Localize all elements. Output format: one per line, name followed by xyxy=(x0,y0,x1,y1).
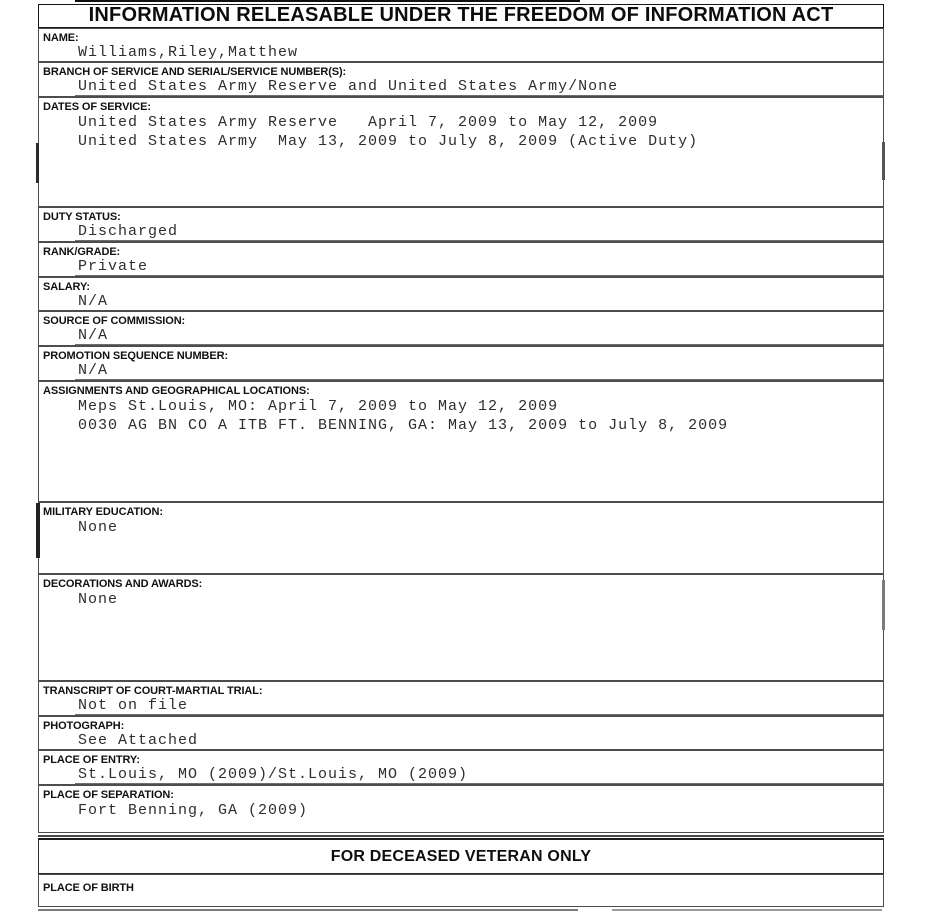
foia-release-form xyxy=(38,4,884,907)
field-value: Private xyxy=(75,258,883,276)
deceased-veteran-section-header: FOR DECEASED VETERAN ONLY xyxy=(38,838,884,874)
section-place-of-birth xyxy=(38,874,884,907)
section-assignments-locations xyxy=(38,381,884,502)
field-value: N/A xyxy=(75,293,883,311)
field-value: Not on file xyxy=(75,697,883,715)
scan-artifact-bottom-line xyxy=(612,909,882,911)
section-place-of-entry xyxy=(38,750,884,785)
field-value-line: United States Army May 13, 2009 to July 8, 2009 (Active Duty) xyxy=(78,133,699,150)
scan-artifact-bottom-line xyxy=(38,909,578,911)
section-rank-grade xyxy=(38,242,884,277)
field-label: SALARY: xyxy=(43,281,90,293)
field-label: DUTY STATUS: xyxy=(43,211,121,223)
section-photograph xyxy=(38,716,884,750)
field-value: None xyxy=(78,591,119,608)
field-label: PLACE OF BIRTH xyxy=(43,882,134,894)
field-label: PROMOTION SEQUENCE NUMBER: xyxy=(43,350,229,362)
section-promotion-sequence-number xyxy=(38,346,884,381)
field-label: ASSIGNMENTS AND GEOGRAPHICAL LOCATIONS: xyxy=(43,385,310,397)
field-label: DECORATIONS AND AWARDS: xyxy=(43,578,203,590)
field-label: MILITARY EDUCATION: xyxy=(43,506,163,518)
field-value: N/A xyxy=(75,327,883,345)
section-military-education xyxy=(38,502,884,574)
field-label: PHOTOGRAPH: xyxy=(43,720,125,732)
section-dates-of-service xyxy=(38,97,884,207)
scan-artifact-top-line xyxy=(75,0,580,2)
field-label: SOURCE OF COMMISSION: xyxy=(43,315,186,327)
field-label: PLACE OF SEPARATION: xyxy=(43,789,174,801)
field-value-line: United States Army Reserve April 7, 2009 to May 12, 2009 xyxy=(78,114,659,131)
field-label: TRANSCRIPT OF COURT-MARTIAL TRIAL: xyxy=(43,685,263,697)
field-value: Discharged xyxy=(75,223,883,241)
section-name xyxy=(38,28,884,62)
field-value: St.Louis, MO (2009)/St.Louis, MO (2009) xyxy=(75,766,883,784)
field-label: RANK/GRADE: xyxy=(43,246,121,258)
field-value: United States Army Reserve and United States Army/None xyxy=(75,78,883,96)
section-court-martial-transcript xyxy=(38,681,884,716)
field-label: PLACE OF ENTRY: xyxy=(43,754,140,766)
section-duty-status xyxy=(38,207,884,242)
field-value-line: 0030 AG BN CO A ITB FT. BENNING, GA: May 13, 2009 to July 8, 2009 xyxy=(78,417,729,434)
field-label: BRANCH OF SERVICE AND SERIAL/SERVICE NUMBER(S): xyxy=(43,66,347,78)
section-source-of-commission xyxy=(38,311,884,346)
field-value: See Attached xyxy=(75,732,883,750)
field-value: N/A xyxy=(75,362,883,380)
field-label: NAME: xyxy=(43,32,79,44)
section-decorations-and-awards xyxy=(38,574,884,681)
form-title: INFORMATION RELEASABLE UNDER THE FREEDOM OF INFORMATION ACT xyxy=(38,4,884,28)
field-label: DATES OF SERVICE: xyxy=(43,101,151,113)
section-salary xyxy=(38,277,884,311)
field-value: Fort Benning, GA (2009) xyxy=(78,802,309,819)
section-place-of-separation xyxy=(38,785,884,833)
field-value: Williams,Riley,Matthew xyxy=(75,44,883,62)
section-branch-of-service xyxy=(38,62,884,97)
field-value-line: Meps St.Louis, MO: April 7, 2009 to May 12, 2009 xyxy=(78,398,559,415)
field-value: None xyxy=(78,519,119,536)
